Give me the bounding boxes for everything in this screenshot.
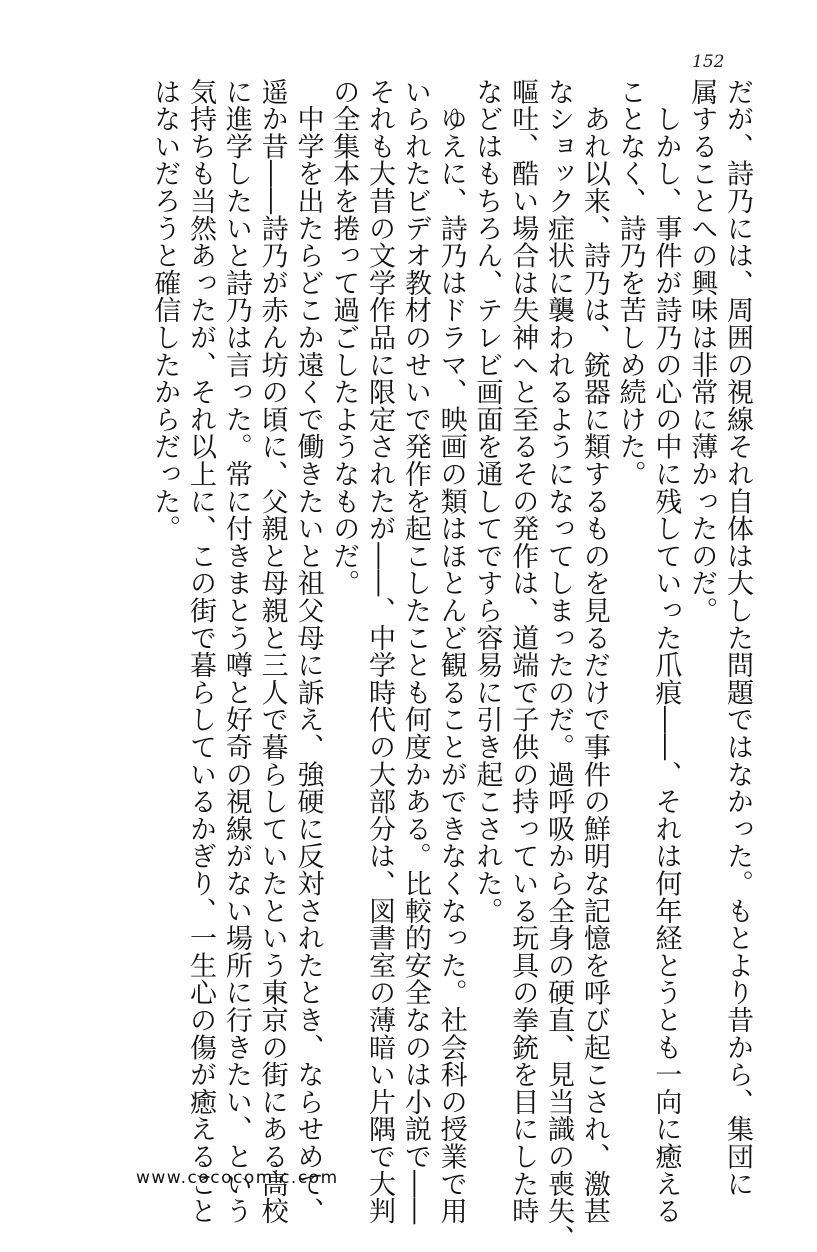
text-line: あれ以来、詩乃は、銃器に類するものを見るだけで事件の鮮明な記憶を呼び起こされ、激甚 (578, 78, 610, 1225)
text-line: の全集本を捲って過ごしたようなものだ。 (328, 78, 360, 597)
text-line: などはもちろん、テレビ画面を通してですら容易に引き起こされた。 (471, 78, 503, 925)
page-number: 152 (692, 52, 725, 72)
text-line: ゆえに、詩乃はドラマ、映画の類はほとんど観ることができなくなった。社会科の授業で用 (435, 78, 467, 1225)
text-line: ことなく、詩乃を苦しめ続けた。 (614, 78, 646, 488)
text-line: はないだろうと確信したからだった。 (149, 78, 181, 543)
text-line: 中学を出たらどこか遠くで働きたいと祖父母に訴え、強硬に反対されたとき、ならせめて、 (292, 78, 324, 1225)
text-line: 遥か昔――詩乃が赤ん坊の頃に、父親と母親と三人で暮らしていたという東京の街にある高校 (256, 78, 288, 1225)
text-line: なショック症状に襲われるようになってしまったのだ。過呼吸から全身の硬直、見当識の喪失、 (543, 78, 575, 1252)
text-line: それも大昔の文学作品に限定されたが――、中学時代の大部分は、図書室の薄暗い片隅で大判 (364, 78, 396, 1225)
text-line: いられたビデオ教材のせいで発作を起こしたことも何度かある。比較的安全なのは小説で―― (399, 78, 431, 1225)
text-line: 気持ちも当然あったが、それ以上に、この街で暮らしているかぎり、一生心の傷が癒えること (185, 78, 217, 1225)
text-line: 属することへの興味は非常に薄かったのだ。 (686, 78, 718, 624)
text-line: しかし、事件が詩乃の心の中に残していった爪痕――、それは何年経とうとも一向に癒える (650, 78, 682, 1225)
text-line: に進学したいと詩乃は言った。常に付きまとう噂と好奇の視線がない場所に行きたい、という (220, 78, 252, 1225)
watermark-url: www.cococomic.com (136, 1168, 339, 1188)
text-line: だが、詩乃には、周囲の視線それ自体は大した問題ではなかった。もとより昔から、集団に (722, 78, 753, 1198)
text-line: 嘔吐、酷い場合は失神へと至るその発作は、道端で子供の持っている玩具の拳銃を目にした時 (507, 78, 539, 1225)
